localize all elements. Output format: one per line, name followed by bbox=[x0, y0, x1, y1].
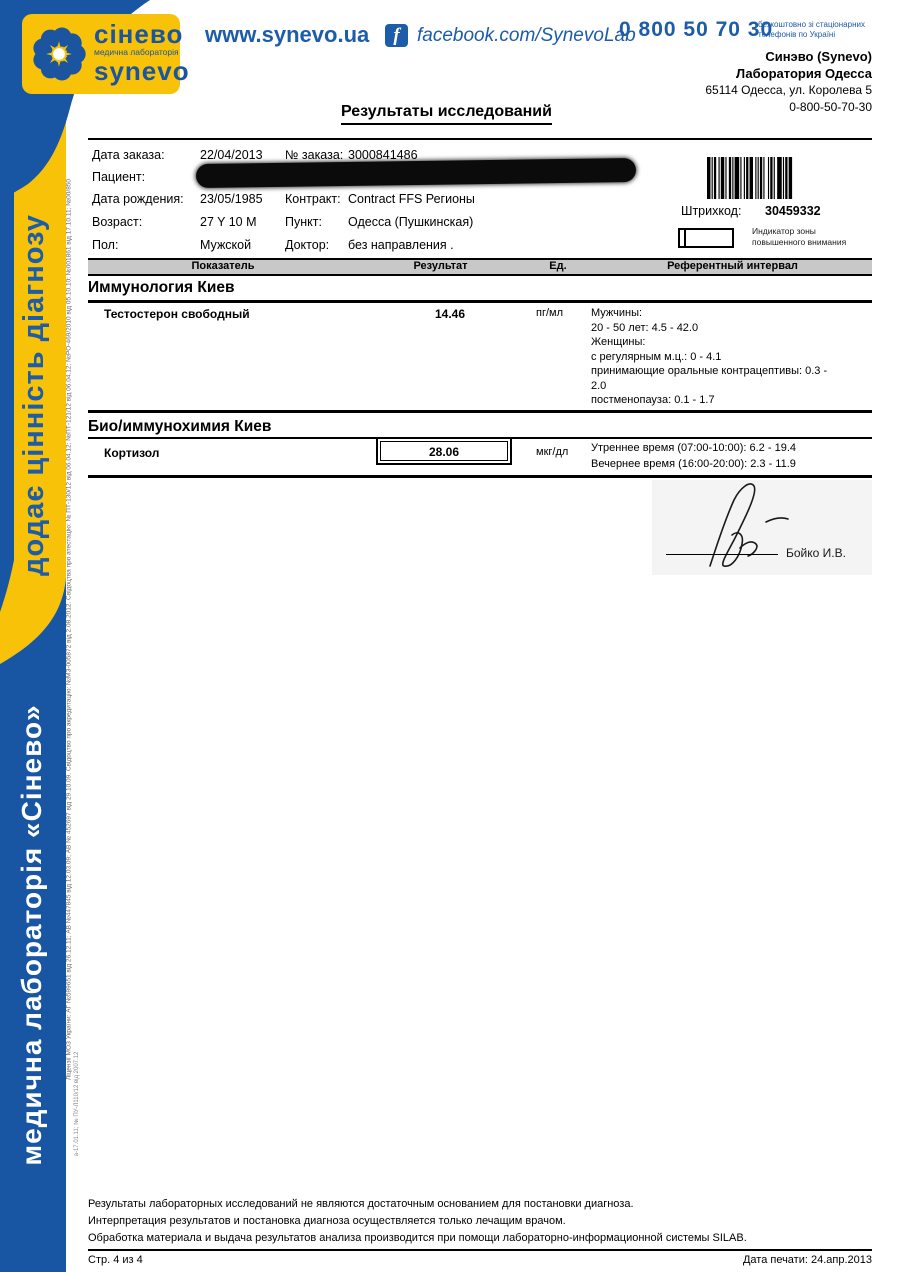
column-header-result: Результат bbox=[413, 260, 468, 272]
signatory-name: Бойко И.В. bbox=[786, 546, 846, 560]
test-name-cortisol: Кортизол bbox=[104, 446, 160, 460]
sidebar-license-text-2: а-17.01.11; № ПУ-Л110/12 від 2007.12 bbox=[74, 1051, 80, 1157]
column-header-test: Показатель bbox=[191, 260, 255, 272]
test-unit-cortisol: мкг/дл bbox=[536, 446, 569, 458]
reference-interval-cortisol: Утреннее время (07:00-10:00): 6.2 - 19.4 Вечернее время (16:00-20:00): 2.3 - 11.9 bbox=[591, 442, 796, 470]
order-row-date: Дата заказа: 22/04/2013 № заказа: 3000841486 bbox=[92, 148, 418, 162]
sidebar-license-text: Ліцензії МОЗ України: АГ №599651 від 26.12.11; АВ №447845 від 12.03.09; АВ № 452697 від 29.10.09. Свідоцтво про акредитацію: №МЗ-005872 від 2.08.2012. Свідоцтва про атестацію: № ПТ-130/12 від 06.04.12; №ПТ-121/12 від 06.04.12; №РО-469/2010 від 05.10.10; №001861 від 17.10.11; №00/850 bbox=[65, 178, 73, 1081]
test-result-cortisol-flagged-box: 28.06 bbox=[376, 437, 512, 465]
column-header-reference: Референтный интервал bbox=[667, 260, 798, 272]
order-row-birth: Дата рождения: 23/05/1985 Контракт: Contract FFS Регионы bbox=[92, 192, 475, 206]
test-name-free-testosterone: Тестостерон свободный bbox=[104, 307, 250, 321]
reference-interval-free-testosterone: Мужчины: 20 - 50 лет: 4.5 - 42.0 Женщины: с регулярным м.ц.: 0 - 4.1 принимающие оральные контрацептивы: 0.3 - 2.0 постменопауза: 0.1 - 1.7 bbox=[591, 307, 828, 406]
test-result-free-testosterone: 14.46 bbox=[434, 307, 466, 321]
disclaimer-block: Результаты лабораторных исследований не являются достаточным основанием для постановки диагноза. Интерпретация результатов и постановка диагноза осуществляется только лечащим врачом. Обработка материала и выдача результатов анализа производится при помощи лабораторно-информационной системы SILAB. bbox=[88, 1198, 747, 1244]
test-unit-free-testosterone: пг/мл bbox=[536, 307, 564, 319]
logo-tagline: медична лабораторія bbox=[94, 47, 179, 57]
divider bbox=[88, 1249, 872, 1251]
order-row-patient: Пациент: bbox=[92, 170, 146, 184]
page-title: Результаты исследований bbox=[341, 103, 552, 125]
barcode-label: Штрихкод: bbox=[681, 204, 742, 218]
attention-zone-indicator-box bbox=[678, 228, 734, 248]
website-link: www.synevo.ua bbox=[205, 22, 370, 47]
divider bbox=[88, 410, 872, 413]
results-table-header bbox=[88, 258, 872, 276]
logo-name-ua: сінево bbox=[94, 19, 184, 49]
footer-row bbox=[88, 1254, 872, 1266]
section-bio-immunochemistry: Био/иммунохимия Киев bbox=[88, 418, 272, 435]
lab-phone: 0-800-50-70-30 bbox=[789, 100, 872, 114]
section-immunology: Иммунология Киев bbox=[88, 279, 235, 296]
signature-line bbox=[666, 554, 778, 556]
synevo-flower-icon bbox=[27, 21, 91, 87]
divider bbox=[88, 138, 872, 140]
print-date: Дата печати: 24.апр.2013 bbox=[742, 1254, 872, 1266]
signature-block bbox=[652, 480, 872, 575]
facebook-link: facebook.com/SynevoLab bbox=[417, 25, 636, 46]
sidebar-slogan-bottom: медична лабораторія «Сінево» bbox=[16, 704, 47, 1166]
barcode-image bbox=[707, 157, 819, 199]
order-row-sex: Пол: Мужской Доктор: без направления . bbox=[92, 238, 454, 252]
lab-address: 65114 Одесса, ул. Королева 5 bbox=[705, 83, 872, 97]
divider bbox=[88, 300, 872, 303]
sidebar-slogan-top: додає цінність діагнозу bbox=[18, 214, 50, 576]
lab-name: Синэво (Synevo) bbox=[765, 49, 872, 64]
lab-branch: Лаборатория Одесса bbox=[735, 66, 872, 81]
column-header-unit: Ед. bbox=[549, 260, 567, 272]
hotline-phone: 0 800 50 70 30 bbox=[619, 18, 774, 41]
facebook-icon: f bbox=[385, 24, 408, 47]
logo-name-en: synevo bbox=[94, 56, 190, 86]
attention-zone-legend: Индикатор зоны повышенного внимания bbox=[752, 226, 847, 247]
barcode-value: 30459332 bbox=[765, 204, 821, 218]
page-indicator: Стр. 4 из 4 bbox=[88, 1254, 143, 1266]
order-row-age: Возраст: 27 Y 10 M Пункт: Одесса (Пушкинская) bbox=[92, 215, 474, 229]
hotline-note: безкоштовно зі стаціонарних телефонів по Україні bbox=[758, 20, 865, 39]
synevo-logo bbox=[22, 14, 190, 94]
lab-address-block bbox=[500, 48, 872, 116]
